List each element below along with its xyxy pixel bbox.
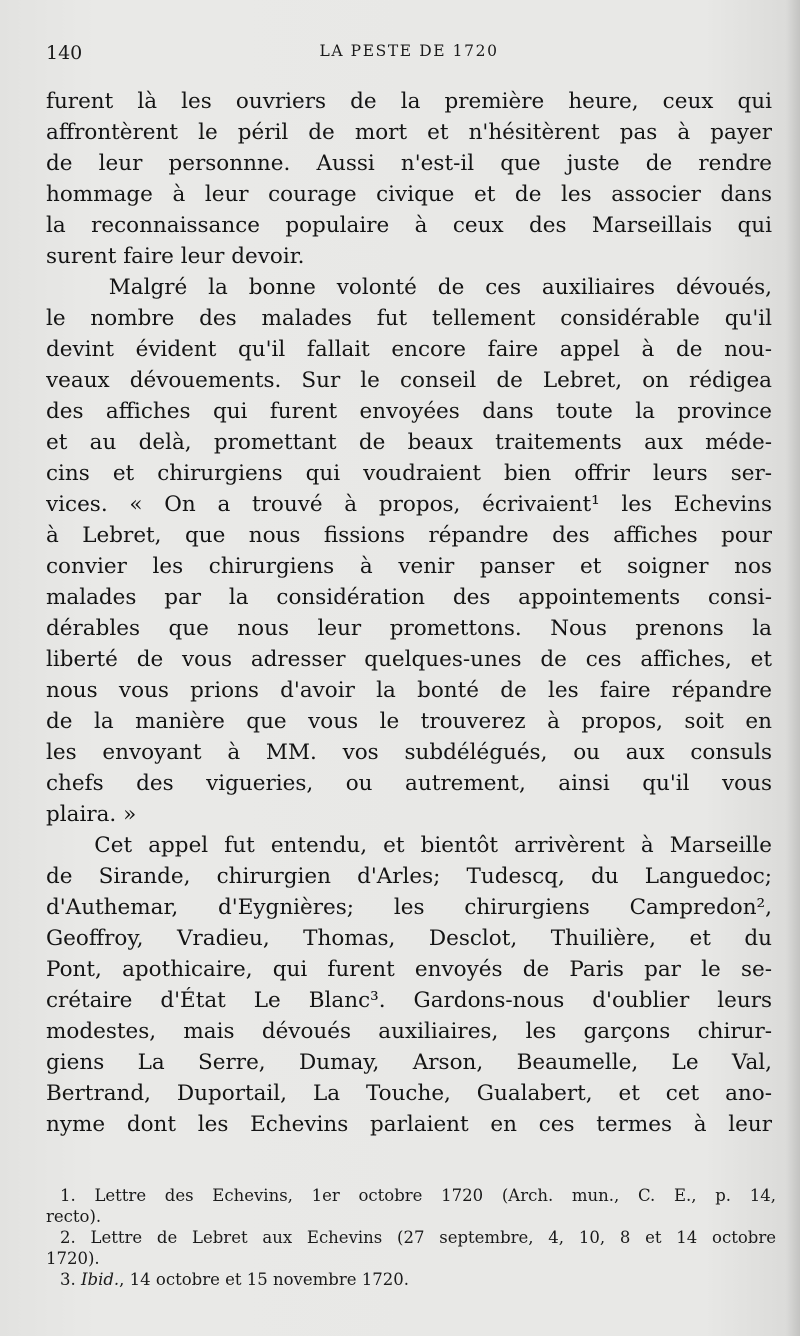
footnote-1-line-2: recto). <box>46 1207 102 1226</box>
text-line: Bertrand, Duportail, La Touche, Gualabert, et cet ano- <box>46 1081 772 1106</box>
text-line: affrontèrent le péril de mort et n'hésitèrent pas à payer <box>46 120 772 145</box>
text-line: nyme dont les Echevins parlaient en ces termes à leur <box>46 1112 772 1137</box>
text-line: cins et chirurgiens qui voudraient bien offrir leurs ser- <box>46 461 772 486</box>
page-number: 140 <box>46 42 83 64</box>
text-line: Pont, apothicaire, qui furent envoyés de Paris par le se- <box>46 957 772 982</box>
text-line: des affiches qui furent envoyées dans toute la province <box>46 399 772 424</box>
text-line: le nombre des malades fut tellement considérable qu'il <box>46 306 772 331</box>
text-line: vices. « On a trouvé à propos, écrivaient¹ les Echevins <box>46 492 772 517</box>
text-line: dérables que nous leur promettons. Nous prenons la <box>46 616 772 641</box>
text-line: furent là les ouvriers de la première heure, ceux qui <box>46 89 772 114</box>
text-line: à Lebret, que nous fissions répandre des affiches pour <box>46 523 772 548</box>
text-line: de la manière que vous le trouverez à propos, soit en <box>46 709 772 734</box>
text-line: nous vous prions d'avoir la bonté de les faire répandre <box>46 678 772 703</box>
footnote-3 <box>46 1269 776 1290</box>
text-line: Geoffroy, Vradieu, Thomas, Desclot, Thuilière, et du <box>46 926 772 951</box>
text-line: surent faire leur devoir. <box>46 244 305 269</box>
footnote-3-label: 3. <box>60 1270 81 1289</box>
footnote-2-line-1: 2. Lettre de Lebret aux Echevins (27 septembre, 4, 10, 8 et 14 octobre <box>60 1228 776 1247</box>
footnote-3-ibid: Ibid. <box>81 1270 120 1289</box>
page-header <box>46 38 772 68</box>
text-line: Malgré la bonne volonté de ces auxiliaires dévoués, <box>46 275 772 300</box>
footnote-2-line-2: 1720). <box>46 1249 100 1268</box>
text-line: et au delà, promettant de beaux traitements aux méde- <box>46 430 772 455</box>
footnote-3-text: , 14 octobre et 15 novembre 1720. <box>119 1270 409 1289</box>
text-line: modestes, mais dévoués auxiliaires, les garçons chirur- <box>46 1019 772 1044</box>
footnote-1-line-1: 1. Lettre des Echevins, 1er octobre 1720 (Arch. mun., C. E., p. 14, <box>60 1186 776 1205</box>
page-edge-shadow <box>786 0 800 1336</box>
text-line: la reconnaissance populaire à ceux des Marseillais qui <box>46 213 772 238</box>
text-line: devint évident qu'il fallait encore faire appel à de nou- <box>46 337 772 362</box>
text-line: les envoyant à MM. vos subdélégués, ou aux consuls <box>46 740 772 765</box>
text-line: chefs des vigueries, ou autrement, ainsi qu'il vous <box>46 771 772 796</box>
text-line: malades par la considération des appointements consi- <box>46 585 772 610</box>
text-line: giens La Serre, Dumay, Arson, Beaumelle, Le Val, <box>46 1050 772 1075</box>
text-line: hommage à leur courage civique et de les associer dans <box>46 182 772 207</box>
footnotes <box>46 1185 776 1290</box>
text-line: de Sirande, chirurgien d'Arles; Tudescq, du Languedoc; <box>46 864 772 889</box>
text-line: Cet appel fut entendu, et bientôt arrivèrent à Marseille <box>46 833 772 858</box>
text-line: de leur personnne. Aussi n'est-il que juste de rendre <box>46 151 772 176</box>
text-line: crétaire d'État Le Blanc³. Gardons-nous d'oublier leurs <box>46 988 772 1013</box>
text-line: d'Authemar, d'Eygnières; les chirurgiens Campredon², <box>46 895 772 920</box>
text-line: liberté de vous adresser quelques-unes de ces affiches, et <box>46 647 772 672</box>
text-line: plaira. » <box>46 802 137 827</box>
text-line: convier les chirurgiens à venir panser et soigner nos <box>46 554 772 579</box>
text-line: veaux dévouements. Sur le conseil de Lebret, on rédigea <box>46 368 772 393</box>
body-text <box>46 86 772 1140</box>
running-title: LA PESTE DE 1720 <box>319 42 499 60</box>
